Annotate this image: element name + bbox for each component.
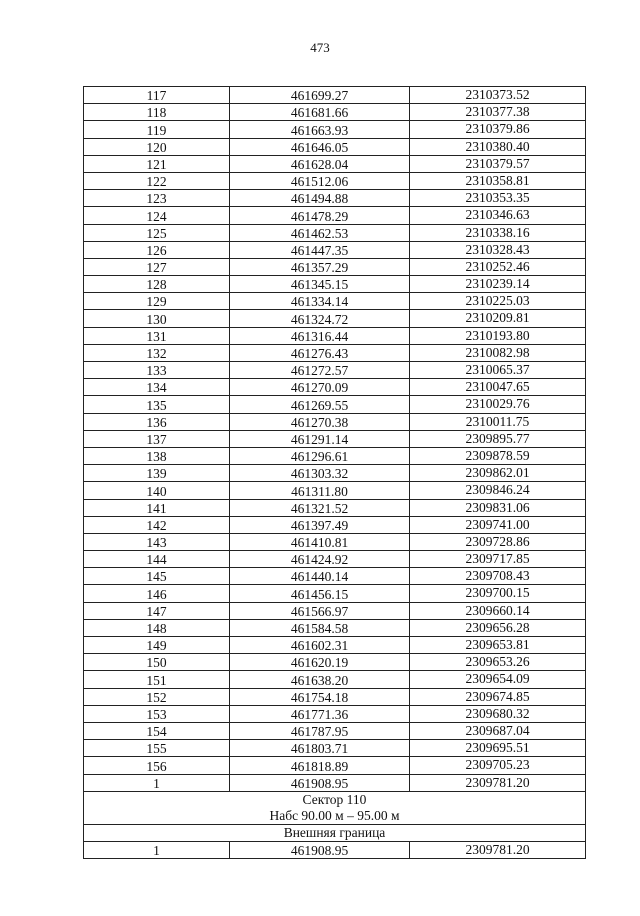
x-coordinate-cell: 461663.93: [230, 121, 410, 138]
point-number-cell: 144: [84, 551, 230, 568]
x-coordinate-cell: 461311.80: [230, 482, 410, 499]
y-coordinate-cell: 2309831.06: [410, 499, 586, 516]
x-coordinate-cell: 461272.57: [230, 362, 410, 379]
boundary-row: [84, 824, 586, 841]
y-coordinate-cell: 2309846.24: [410, 482, 586, 499]
table-row: [84, 516, 586, 533]
x-coordinate-cell: 461771.36: [230, 705, 410, 722]
point-number-cell: 154: [84, 722, 230, 739]
y-coordinate-cell: 2310379.86: [410, 121, 586, 138]
x-coordinate-cell: 461440.14: [230, 568, 410, 585]
y-coordinate-cell: 2310379.57: [410, 155, 586, 172]
point-number-cell: 140: [84, 482, 230, 499]
x-coordinate-cell: 461303.32: [230, 465, 410, 482]
x-coordinate-cell: 461681.66: [230, 104, 410, 121]
x-coordinate-cell: 461628.04: [230, 155, 410, 172]
y-coordinate-cell: 2309781.20: [410, 841, 586, 858]
x-coordinate-cell: 461397.49: [230, 516, 410, 533]
point-number-cell: 121: [84, 155, 230, 172]
table-row: [84, 155, 586, 172]
point-number-cell: 127: [84, 258, 230, 275]
coordinates-table-body: [84, 87, 586, 792]
coordinates-table: [83, 86, 586, 859]
x-coordinate-cell: 461638.20: [230, 671, 410, 688]
x-coordinate-cell: 461424.92: [230, 551, 410, 568]
table-row: [84, 172, 586, 189]
table-row: [84, 499, 586, 516]
table-row: [84, 602, 586, 619]
point-number-cell: 151: [84, 671, 230, 688]
point-number-cell: 153: [84, 705, 230, 722]
table-row: [84, 121, 586, 138]
point-number-cell: 122: [84, 172, 230, 189]
point-number-cell: 118: [84, 104, 230, 121]
table-row: [84, 224, 586, 241]
table-row: [84, 87, 586, 104]
point-number-cell: 131: [84, 327, 230, 344]
y-coordinate-cell: 2309728.86: [410, 533, 586, 550]
table-row: [84, 190, 586, 207]
x-coordinate-cell: 461357.29: [230, 258, 410, 275]
point-number-cell: 1: [84, 841, 230, 858]
x-coordinate-cell: 461270.38: [230, 413, 410, 430]
x-coordinate-cell: 461334.14: [230, 293, 410, 310]
point-number-cell: 156: [84, 757, 230, 774]
y-coordinate-cell: 2310346.63: [410, 207, 586, 224]
table-row: [84, 362, 586, 379]
x-coordinate-cell: 461296.61: [230, 447, 410, 464]
point-number-cell: 147: [84, 602, 230, 619]
section-height-range: Набс 90.00 м – 95.00 м: [269, 807, 400, 823]
x-coordinate-cell: 461270.09: [230, 379, 410, 396]
table-row: [84, 207, 586, 224]
y-coordinate-cell: 2309700.15: [410, 585, 586, 602]
table-row: [84, 482, 586, 499]
y-coordinate-cell: 2309862.01: [410, 465, 586, 482]
x-coordinate-cell: 461566.97: [230, 602, 410, 619]
point-number-cell: 134: [84, 379, 230, 396]
table-row: [84, 740, 586, 757]
point-number-cell: 117: [84, 87, 230, 104]
point-number-cell: 150: [84, 654, 230, 671]
x-coordinate-cell: 461584.58: [230, 619, 410, 636]
x-coordinate-cell: 461512.06: [230, 172, 410, 189]
point-number-cell: 128: [84, 276, 230, 293]
table-row: [84, 722, 586, 739]
y-coordinate-cell: 2309674.85: [410, 688, 586, 705]
y-coordinate-cell: 2310011.75: [410, 413, 586, 430]
boundary-label: Внешняя граница: [84, 824, 586, 841]
point-number-cell: 137: [84, 430, 230, 447]
y-coordinate-cell: 2309654.09: [410, 671, 586, 688]
y-coordinate-cell: 2309695.51: [410, 740, 586, 757]
table-row: [84, 327, 586, 344]
table-row: [84, 379, 586, 396]
x-coordinate-cell: 461818.89: [230, 757, 410, 774]
y-coordinate-cell: 2309878.59: [410, 447, 586, 464]
table-row: [84, 841, 586, 858]
point-number-cell: 149: [84, 637, 230, 654]
x-coordinate-cell: 461456.15: [230, 585, 410, 602]
y-coordinate-cell: 2309705.23: [410, 757, 586, 774]
table-row: [84, 396, 586, 413]
y-coordinate-cell: 2310328.43: [410, 241, 586, 258]
x-coordinate-cell: 461787.95: [230, 722, 410, 739]
table-row: [84, 568, 586, 585]
y-coordinate-cell: 2309741.00: [410, 516, 586, 533]
x-coordinate-cell: 461324.72: [230, 310, 410, 327]
y-coordinate-cell: 2310209.81: [410, 310, 586, 327]
table-row: [84, 533, 586, 550]
table-row: [84, 585, 586, 602]
point-number-cell: 123: [84, 190, 230, 207]
y-coordinate-cell: 2309708.43: [410, 568, 586, 585]
table-row: [84, 774, 586, 791]
table-row: [84, 310, 586, 327]
y-coordinate-cell: 2310082.98: [410, 344, 586, 361]
table-row: [84, 104, 586, 121]
table-row: [84, 637, 586, 654]
x-coordinate-cell: 461269.55: [230, 396, 410, 413]
x-coordinate-cell: 461316.44: [230, 327, 410, 344]
x-coordinate-cell: 461410.81: [230, 533, 410, 550]
y-coordinate-cell: 2310338.16: [410, 224, 586, 241]
point-number-cell: 148: [84, 619, 230, 636]
table-row: [84, 258, 586, 275]
y-coordinate-cell: 2309680.32: [410, 705, 586, 722]
table-row: [84, 447, 586, 464]
x-coordinate-cell: 461321.52: [230, 499, 410, 516]
y-coordinate-cell: 2309895.77: [410, 430, 586, 447]
x-coordinate-cell: 461478.29: [230, 207, 410, 224]
y-coordinate-cell: 2310377.38: [410, 104, 586, 121]
point-number-cell: 152: [84, 688, 230, 705]
y-coordinate-cell: 2310252.46: [410, 258, 586, 275]
y-coordinate-cell: 2310065.37: [410, 362, 586, 379]
y-coordinate-cell: 2310029.76: [410, 396, 586, 413]
table-row: [84, 138, 586, 155]
point-number-cell: 130: [84, 310, 230, 327]
page-number: 473: [310, 40, 330, 55]
x-coordinate-cell: 461462.53: [230, 224, 410, 241]
y-coordinate-cell: 2310358.81: [410, 172, 586, 189]
x-coordinate-cell: 461754.18: [230, 688, 410, 705]
y-coordinate-cell: 2310193.80: [410, 327, 586, 344]
point-number-cell: 124: [84, 207, 230, 224]
table-row: [84, 688, 586, 705]
y-coordinate-cell: 2309656.28: [410, 619, 586, 636]
y-coordinate-cell: 2309687.04: [410, 722, 586, 739]
point-number-cell: 155: [84, 740, 230, 757]
x-coordinate-cell: 461646.05: [230, 138, 410, 155]
table-row: [84, 465, 586, 482]
x-coordinate-cell: 461345.15: [230, 276, 410, 293]
section-header-cell: [84, 791, 586, 824]
point-number-cell: 138: [84, 447, 230, 464]
x-coordinate-cell: 461908.95: [230, 841, 410, 858]
point-number-cell: 133: [84, 362, 230, 379]
section-header-row: [84, 791, 586, 824]
table-row: [84, 654, 586, 671]
table-row: [84, 344, 586, 361]
point-number-cell: 125: [84, 224, 230, 241]
x-coordinate-cell: 461803.71: [230, 740, 410, 757]
y-coordinate-cell: 2309660.14: [410, 602, 586, 619]
x-coordinate-cell: 461620.19: [230, 654, 410, 671]
point-number-cell: 141: [84, 499, 230, 516]
table-row: [84, 757, 586, 774]
y-coordinate-cell: 2310373.52: [410, 87, 586, 104]
x-coordinate-cell: 461291.14: [230, 430, 410, 447]
point-number-cell: 143: [84, 533, 230, 550]
table-row: [84, 551, 586, 568]
point-number-cell: 139: [84, 465, 230, 482]
y-coordinate-cell: 2309653.26: [410, 654, 586, 671]
point-number-cell: 145: [84, 568, 230, 585]
table-row: [84, 619, 586, 636]
y-coordinate-cell: 2310047.65: [410, 379, 586, 396]
table-row: [84, 671, 586, 688]
point-number-cell: 132: [84, 344, 230, 361]
table-row: [84, 293, 586, 310]
point-number-cell: 136: [84, 413, 230, 430]
point-number-cell: 135: [84, 396, 230, 413]
table-row: [84, 430, 586, 447]
y-coordinate-cell: 2309717.85: [410, 551, 586, 568]
y-coordinate-cell: 2310353.35: [410, 190, 586, 207]
point-number-cell: 1: [84, 774, 230, 791]
y-coordinate-cell: 2309653.81: [410, 637, 586, 654]
x-coordinate-cell: 461908.95: [230, 774, 410, 791]
x-coordinate-cell: 461602.31: [230, 637, 410, 654]
x-coordinate-cell: 461447.35: [230, 241, 410, 258]
point-number-cell: 119: [84, 121, 230, 138]
y-coordinate-cell: 2310239.14: [410, 276, 586, 293]
point-number-cell: 126: [84, 241, 230, 258]
table-row: [84, 413, 586, 430]
section-title: Сектор 110: [302, 791, 367, 807]
x-coordinate-cell: 461699.27: [230, 87, 410, 104]
x-coordinate-cell: 461276.43: [230, 344, 410, 361]
point-number-cell: 120: [84, 138, 230, 155]
y-coordinate-cell: 2309781.20: [410, 774, 586, 791]
table-row: [84, 705, 586, 722]
point-number-cell: 146: [84, 585, 230, 602]
table-row: [84, 241, 586, 258]
y-coordinate-cell: 2310225.03: [410, 293, 586, 310]
table-row: [84, 276, 586, 293]
point-number-cell: 129: [84, 293, 230, 310]
y-coordinate-cell: 2310380.40: [410, 138, 586, 155]
point-number-cell: 142: [84, 516, 230, 533]
x-coordinate-cell: 461494.88: [230, 190, 410, 207]
